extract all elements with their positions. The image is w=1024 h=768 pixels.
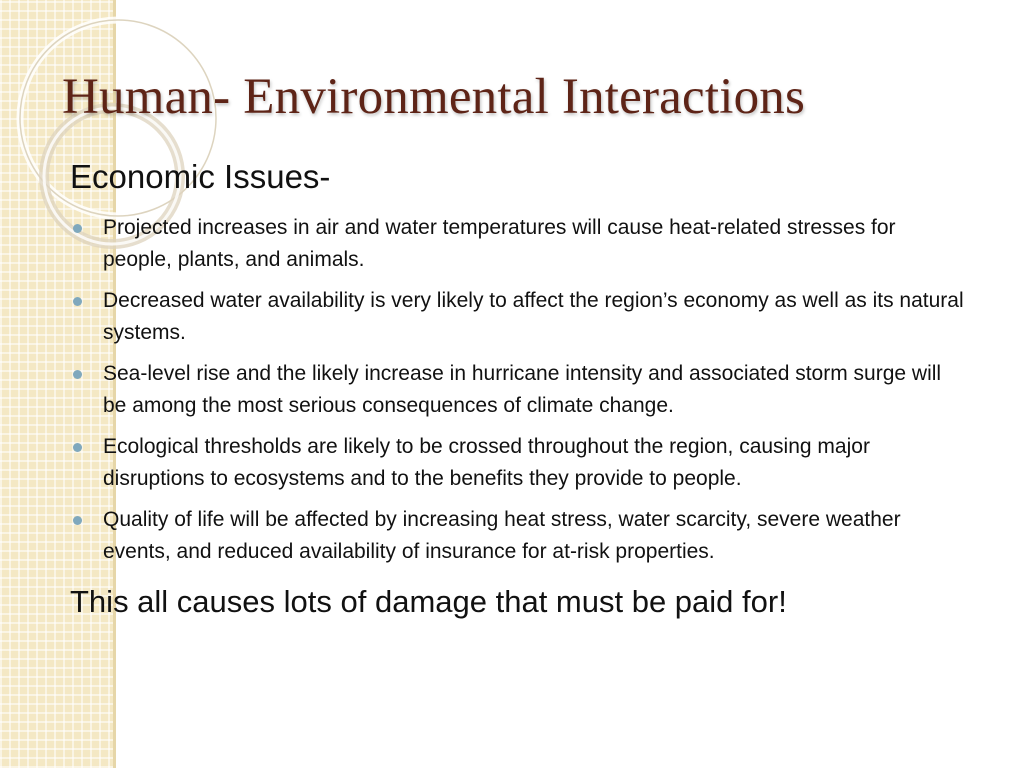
closing-statement: This all causes lots of damage that must be paid for! xyxy=(70,584,787,619)
bullet-text: Ecological thresholds are likely to be crossed throughout the region, causing major disruptions to ecosystems and to the benefits they provide to people. xyxy=(103,435,870,490)
bullet-item xyxy=(70,285,970,349)
bullet-dot-icon xyxy=(73,443,82,452)
bullet-text: Projected increases in air and water temperatures will cause heat-related stresses for people, plants, and animals. xyxy=(103,216,896,271)
bullet-text: Quality of life will be affected by increasing heat stress, water scarcity, severe weather events, and reduced availability of insurance for at-risk properties. xyxy=(103,508,901,563)
bullet-item xyxy=(70,431,970,495)
bullet-text: Decreased water availability is very likely to affect the region’s economy as well as its natural systems. xyxy=(103,289,964,344)
bullet-item xyxy=(70,504,970,568)
bullet-dot-icon xyxy=(73,370,82,379)
bullet-dot-icon xyxy=(73,516,82,525)
slide-title: Human- Environmental Interactions xyxy=(62,69,806,125)
bullet-text: Sea-level rise and the likely increase in hurricane intensity and associated storm surge will be among the most serious consequences of climate change. xyxy=(103,362,942,417)
bullet-item xyxy=(70,212,970,276)
section-heading: Economic Issues- xyxy=(70,158,331,195)
bullet-item xyxy=(70,358,970,422)
bullet-dot-icon xyxy=(73,224,82,233)
bullet-dot-icon xyxy=(73,297,82,306)
bullet-list xyxy=(70,212,970,577)
